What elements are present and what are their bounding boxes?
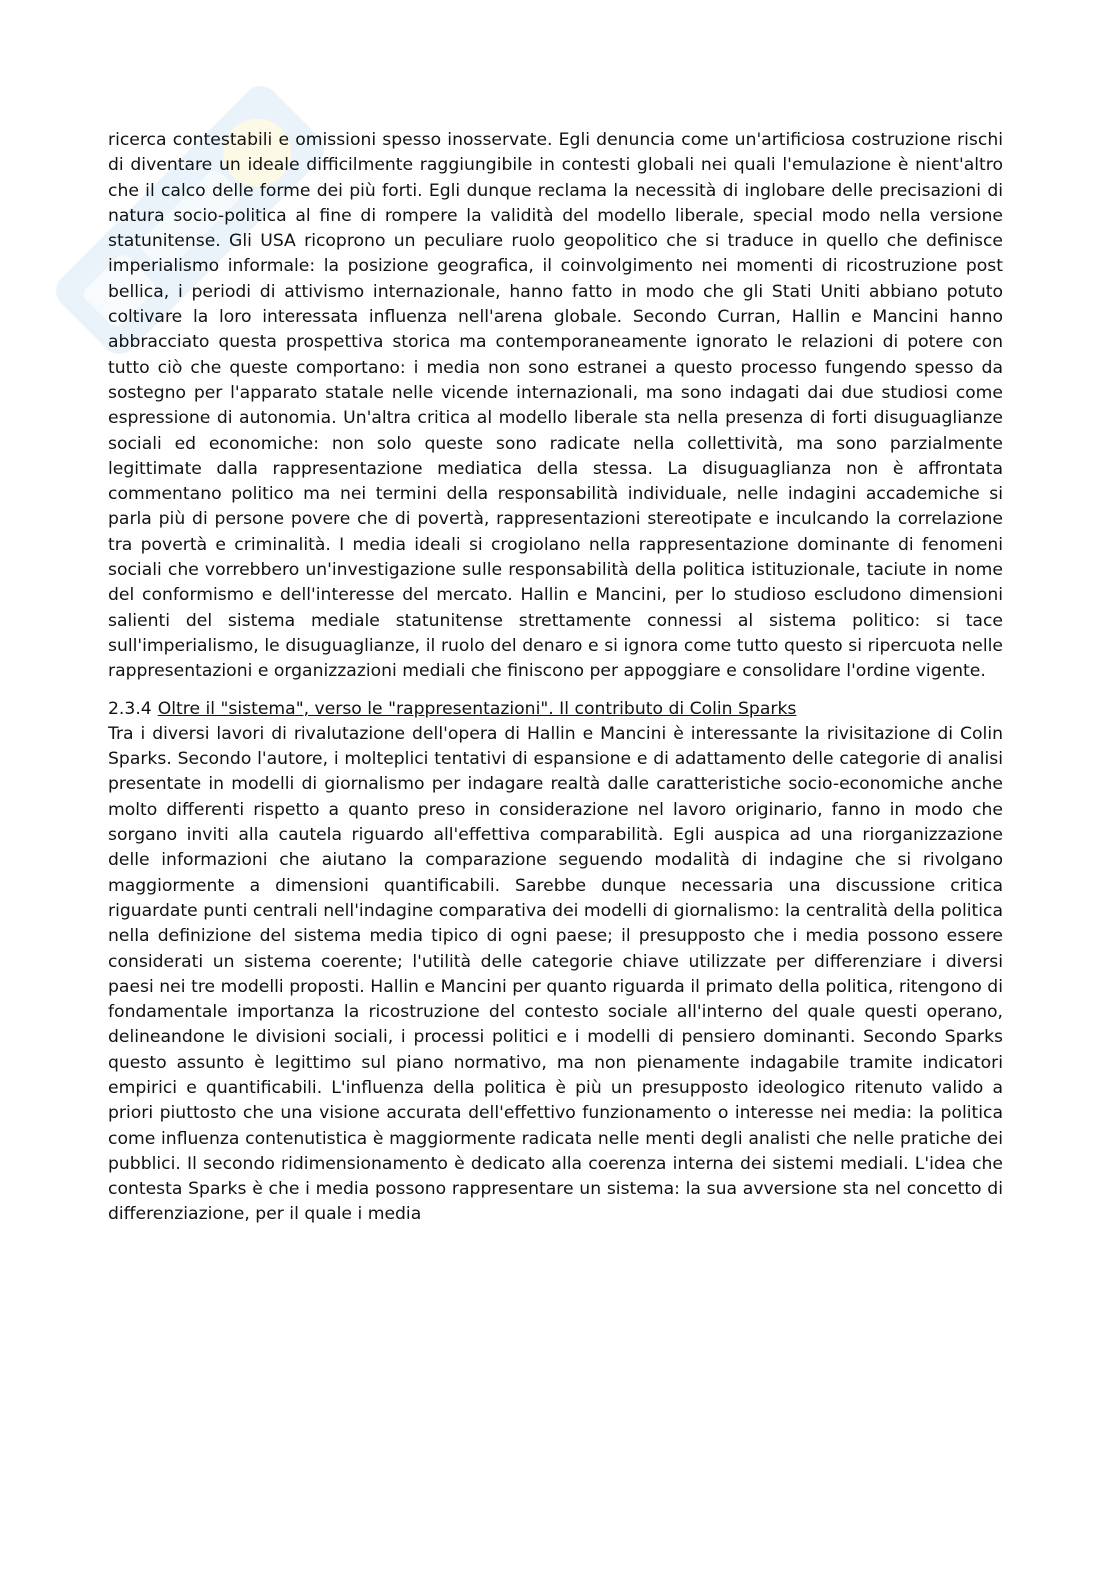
body-paragraph: Tra i diversi lavori di rivalutazione dell'opera di Hallin e Mancini è interessante la rivisitazione di Colin Sparks. Secondo l'autore, i molteplici tentativi di espansione e di adattamento delle categorie di analisi presentate in modelli di giornalismo per indagare realtà dalle caratteristiche socio-economiche anche molto differenti rispetto a quanto preso in considerazione nel lavoro originario, fanno in modo che sorgano inviti alla cautela riguardo all'effettiva comparabilità. Egli auspica ad una riorganizzazione delle informazioni che aiutano la comparazione seguendo modalità di indagine che si rivolgano maggiormente a dimensioni quantificabili. Sarebbe dunque necessaria una discussione critica riguardate punti centrali nell'indagine comparativa dei modelli di giornalismo: la centralità della politica nella definizione del sistema media tipico di ogni paese; il presupposto che i media possono essere considerati un sistema coerente; l'utilità delle categorie chiave utilizzate per differenziare i diversi paesi nei tre modelli proposti. Hallin e Mancini per quanto riguarda il primato della politica, ritengono di fondamentale importanza la ricostruzione del contesto sociale all'interno del quale questi operano, delineandone le divisioni sociali, i processi politici e i modelli di pensiero dominanti. Secondo Sparks questo assunto è legittimo sul piano normativo, ma non pienamente indagabile tramite indicatori empirici e quantificabili. L'influenza della politica è più un presupposto ideologico ritenuto valido a priori piuttosto che una visione accurata dell'effettivo funzionamento o interesse nei media: la politica come influenza contenutistica è maggiormente radicata nelle menti degli analisti che nelle pratiche dei pubblici. Il secondo ridimensionamento è dedicato alla coerenza interna dei sistemi mediali. L'idea che contesta Sparks è che i media possono rappresentare un sistema: la sua avversione sta nel concetto di differenziazione, per il quale i media [108,723,1003,1225]
document-body [108,128,1003,1228]
section-title: Oltre il "sistema", verso le "rappresentazioni". Il contributo di Colin Sparks [157,698,797,719]
section-heading [108,697,1003,722]
body-paragraph: ricerca contestabili e omissioni spesso inosservate. Egli denuncia come un'artificiosa costruzione rischi di diventare un ideale difficilmente raggiungibile in contesti globali nei quali l'emulazione è nient'altro che il calco delle forme dei più forti. Egli dunque reclama la necessità di inglobare delle precisazioni di natura socio-politica al fine di rompere la validità del modello liberale, special modo nella versione statunitense. Gli USA ricoprono un peculiare ruolo geopolitico che si traduce in quello che definisce imperialismo informale: la posizione geografica, il coinvolgimento nei momenti di ricostruzione post bellica, i periodi di attivismo internazionale, hanno fatto in modo che gli Stati Uniti abbiano potuto coltivare la loro interessata influenza nell'arena globale. Secondo Curran, Hallin e Mancini hanno abbracciato questa prospettiva storica ma contemporaneamente ignorato le relazioni di potere con tutto ciò che queste comportano: i media non sono estranei a questo processo fungendo spesso da sostegno per l'apparato statale nelle vicende internazionali, ma sono indagati dai due studiosi come espressione di autonomia. Un'altra critica al modello liberale sta nella presenza di forti disuguaglianze sociali ed economiche: non solo queste sono radicate nella collettività, ma sono parzialmente legittimate dalla rappresentazione mediatica della stessa. La disuguaglianza non è affrontata commentano politico ma nei termini della responsabilità individuale, nelle indagini accademiche si parla più di persone povere che di povertà, rappresentazioni stereotipate e inculcando la correlazione tra povertà e criminalità. I media ideali si crogiolano nella rappresentazione dominante di fenomeni sociali che vorrebbero un'investigazione sulle responsabilità della politica istituzionale, taciute in nome del conformismo e dell'interesse del mercato. Hallin e Mancini, per lo studioso escludono dimensioni salienti del sistema mediale statunitense strettamente connessi al sistema politico: si tace sull'imperialismo, le disuguaglianze, il ruolo del denaro e si ignora come tutto questo si ripercuota nelle rappresentazioni e organizzazioni mediali che finiscono per appoggiare e consolidare l'ordine vigente. [108,130,1003,682]
section-number: 2.3.4 [108,698,152,719]
